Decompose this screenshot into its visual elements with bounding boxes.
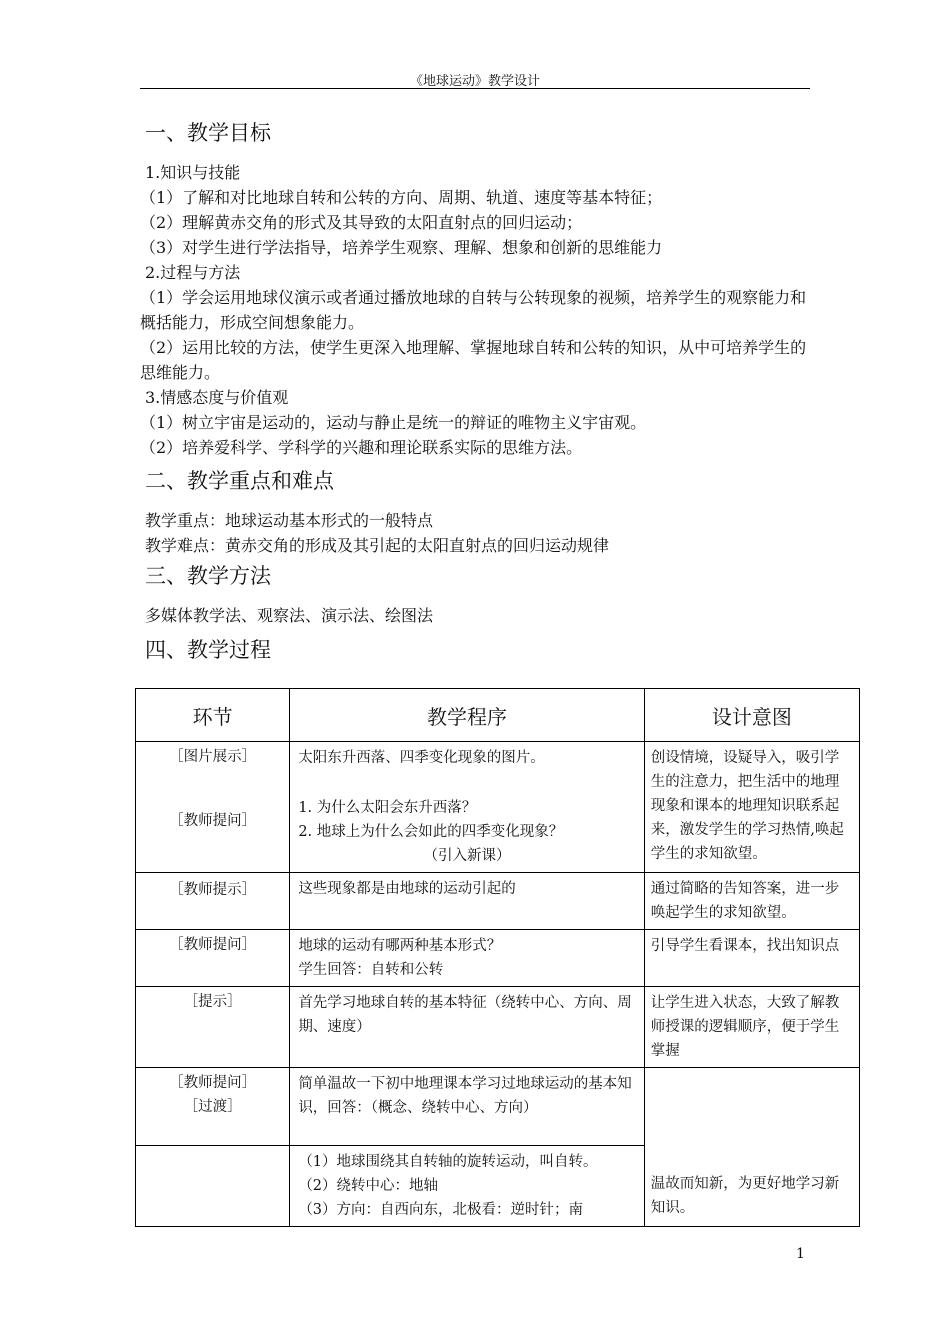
stage-label: ［提示］	[183, 994, 242, 1010]
stage-label: ［教师提问］	[169, 1075, 257, 1091]
procedure-text: 首先学习地球自转的基本特征（绕转中心、方向、周期、速度）	[298, 995, 632, 1035]
procedure-text: （2）绕转中心：地轴	[298, 1178, 439, 1194]
s3-item: （2）培养爱科学、学科学的兴趣和理论联系实际的思维方法。	[140, 438, 583, 457]
intent-text: 温故而知新，为更好地学习新知识。	[650, 1176, 840, 1216]
intent-text: 让学生进入状态，大致了解教师授课的逻辑顺序，便于学生掌握	[650, 995, 840, 1059]
table-row	[136, 987, 860, 1068]
procedure-text: 太阳东升西落、四季变化现象的图片。	[298, 750, 545, 766]
s1-item: （3）对学生进行学法指导，培养学生观察、理解、想象和创新的思维能力	[140, 238, 663, 257]
procedure-text: （引入新课）	[423, 848, 511, 864]
intent-text: 创设情境，设疑导入，吸引学生的注意力，把生活中的地理现象和课本的地理知识联系起来，激发学生的学习热情,唤起学生的求知欲望。	[650, 750, 844, 862]
procedure-text: （1）地球围绕其自转轴的旋转运动，叫自转。	[298, 1154, 598, 1170]
intent-cell	[644, 873, 859, 930]
col-header-intent: 设计意图	[644, 689, 859, 742]
intent-text: 通过简略的告知答案，进一步唤起学生的求知欲望。	[650, 881, 840, 921]
procedure-text: 简单温故一下初中地理课本学习过地球运动的基本知识，回答：（概念、绕转中心、方向）	[298, 1076, 632, 1116]
procedure-cell	[290, 987, 644, 1068]
section3-heading: 三、教学方法	[145, 564, 271, 588]
difficult-point: 教学难点：黄赤交角的形成及其引起的太阳直射点的回归运动规律	[145, 536, 610, 555]
table-row	[136, 930, 860, 987]
procedure-text: 这些现象都是由地球的运动引起的	[298, 881, 516, 897]
table-row	[136, 873, 860, 930]
procedure-cell	[290, 742, 644, 873]
s3-item: （1）树立宇宙是运动的，运动与静止是统一的辩证的唯物主义宇宙观。	[140, 413, 647, 432]
procedure-cell	[290, 873, 644, 930]
stage-label: ［图片展示］	[169, 749, 257, 765]
s1-item: （2）理解黄赤交角的形式及其导致的太阳直射点的回归运动；	[140, 213, 583, 232]
section1-sub2: 2.过程与方法	[145, 263, 241, 282]
stage-label: ［教师提问］	[169, 813, 257, 829]
document-body	[140, 118, 815, 665]
page-number: 1	[796, 1246, 805, 1262]
intent-cell	[644, 1068, 859, 1227]
procedure-text: 学生回答：自转和公转	[298, 962, 444, 978]
section2-heading: 二、教学重点和难点	[145, 469, 334, 493]
stage-cell	[136, 873, 290, 930]
section1-heading: 一、教学目标	[145, 121, 271, 145]
s2-paragraph: （2）运用比较的方法，使学生更深入地理解、掌握地球自转和公转的知识，从中可培养学生的思维能力。	[140, 338, 807, 382]
procedure-cell	[290, 1146, 644, 1227]
stage-label: ［过渡］	[183, 1099, 242, 1115]
procedure-text: 地球的运动有哪两种基本形式？	[298, 938, 502, 954]
procedure-cell	[290, 930, 644, 987]
stage-label: ［教师提问］	[169, 937, 257, 953]
s2-paragraph: （1）学会运用地球仪演示或者通过播放地球的自转与公转现象的视频，培养学生的观察能力和概括能力，形成空间想象能力。	[140, 288, 807, 332]
intent-cell	[644, 987, 859, 1068]
table-header-row	[136, 689, 860, 742]
section4-heading: 四、教学过程	[145, 638, 271, 662]
teaching-process-table	[135, 688, 860, 1227]
procedure-text: 1. 为什么太阳会东升西落？	[298, 800, 477, 816]
intent-text: 引导学生看课本，找出知识点	[650, 938, 840, 954]
intent-cell	[644, 930, 859, 987]
intent-cell	[644, 742, 859, 873]
table-row	[136, 742, 860, 873]
stage-label: ［教师提示］	[169, 882, 257, 898]
section1-sub1: 1.知识与技能	[145, 163, 241, 182]
s1-item: （1）了解和对比地球自转和公转的方向、周期、轨道、速度等基本特征；	[140, 188, 663, 207]
col-header-procedure: 教学程序	[290, 689, 644, 742]
stage-cell	[136, 930, 290, 987]
key-point: 教学重点：地球运动基本形式的一般特点	[145, 511, 434, 530]
stage-cell	[136, 1068, 290, 1146]
procedure-cell	[290, 1068, 644, 1146]
header-rule	[140, 88, 810, 89]
col-header-stage: 环节	[136, 689, 290, 742]
section1-sub3: 3.情感态度与价值观	[145, 388, 289, 407]
teaching-methods: 多媒体教学法、观察法、演示法、绘图法	[145, 606, 434, 625]
stage-cell	[136, 1146, 290, 1227]
procedure-text: （3）方向：自西向东，北极看：逆时针；南	[298, 1202, 584, 1218]
procedure-text: 2. 地球上为什么会如此的四季变化现象？	[298, 824, 564, 840]
table-row	[136, 1068, 860, 1146]
stage-cell	[136, 987, 290, 1068]
page-header-title: 《地球运动》教学设计	[409, 74, 540, 89]
stage-cell	[136, 742, 290, 873]
